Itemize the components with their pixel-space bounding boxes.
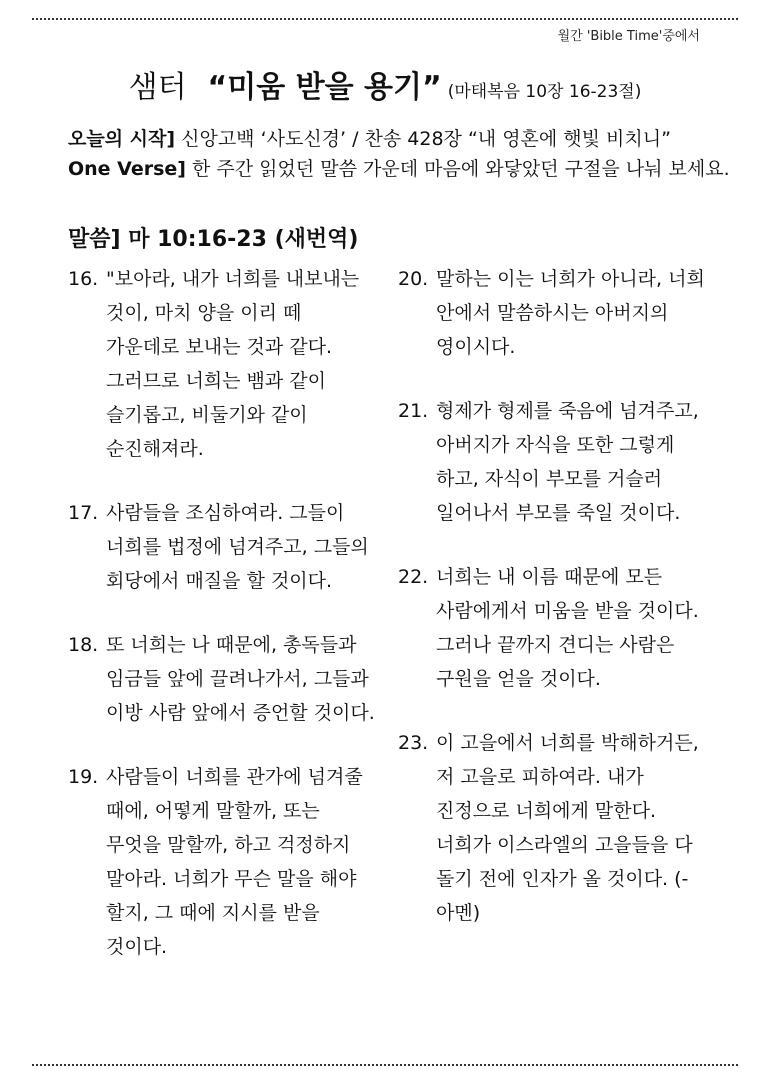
top-divider	[32, 18, 738, 20]
intro-verse-text: 한 주간 읽었던 말씀 가운데 마음에 와닿았던 구절을 나눠 보세요.	[185, 158, 730, 180]
source-note: 월간 'Bible Time'중에서	[557, 29, 700, 44]
verse-item	[398, 394, 710, 530]
verse-number: 18.	[68, 634, 99, 656]
verse-number: 23.	[398, 732, 429, 754]
verse-number: 20.	[398, 268, 429, 290]
verse-item	[68, 262, 380, 466]
intro-line-verse	[68, 154, 730, 184]
verse-item	[398, 726, 710, 930]
verse-number: 22.	[398, 566, 429, 588]
verse-text: 형제가 형제를 죽음에 넘겨주고, 아버지가 자식을 또한 그렇게 하고, 자식이 부모를 거슬러 일어나서 부모를 죽일 것이다.	[436, 400, 699, 524]
title-main	[129, 70, 442, 105]
verse-text: 이 고을에서 너희를 박해하거든, 저 고을로 피하여라. 내가 진정으로 너희에게 말한다. 너희가 이스라엘의 고을들을 다 돌기 전에 인자가 올 것이다. (-아멘)	[436, 732, 699, 924]
verse-text: 말하는 이는 너희가 아니라, 너희 안에서 말씀하시는 아버지의 영이시다.	[436, 268, 705, 358]
verse-number: 17.	[68, 502, 99, 524]
bottom-divider	[32, 1064, 738, 1066]
verse-item	[68, 628, 380, 730]
verses-left-column	[68, 262, 380, 994]
verse-text: 너희는 내 이름 때문에 모든 사람에게서 미움을 받을 것이다. 그러나 끝까지 견디는 사람은 구원을 얻을 것이다.	[436, 566, 699, 690]
intro-line-start	[68, 124, 730, 154]
verse-item	[398, 262, 710, 364]
title-reference: (마태복음 10장 16-23절)	[447, 82, 642, 102]
verse-number: 16.	[68, 268, 99, 290]
verse-item	[68, 760, 380, 964]
verses-right-column	[398, 262, 710, 960]
scripture-heading: 말씀] 마 10:16-23 (새번역)	[68, 227, 359, 252]
verse-number: 19.	[68, 766, 99, 788]
verse-text: 사람들을 조심하여라. 그들이 너희를 법정에 넘겨주고, 그들의 회당에서 매질을 할 것이다.	[106, 502, 369, 592]
verse-text: 또 너희는 나 때문에, 총독들과 임금들 앞에 끌려나가서, 그들과 이방 사람 앞에서 증언할 것이다.	[106, 634, 375, 724]
verse-item	[398, 560, 710, 696]
verse-text: "보아라, 내가 너희를 내보내는 것이, 마치 양을 이리 떼 가운데로 보내는 것과 같다. 그러므로 너희는 뱀과 같이 슬기롭고, 비둘기와 같이 순진해져라.	[106, 268, 360, 460]
intro-verse-label: One Verse]	[68, 158, 186, 180]
verse-number: 21.	[398, 400, 429, 422]
intro-start-text: 신앙고백 ‘사도신경’ / 찬송 428장 “내 영혼에 햇빛 비치니”	[175, 128, 671, 150]
verse-item	[68, 496, 380, 598]
intro-block	[68, 124, 730, 184]
intro-start-label: 오늘의 시작]	[68, 128, 176, 150]
verse-text: 사람들이 너희를 관가에 넘겨줄 때에, 어떻게 말할까, 또는 무엇을 말할까, 하고 걱정하지 말아라. 너희가 무슨 말을 해야 할지, 그 때에 지시를 받을 것이다.	[106, 766, 363, 958]
page-title	[0, 62, 770, 106]
title-lead: 샘터	[128, 70, 187, 105]
title-quote: “미움 받을 용기”	[207, 70, 442, 105]
